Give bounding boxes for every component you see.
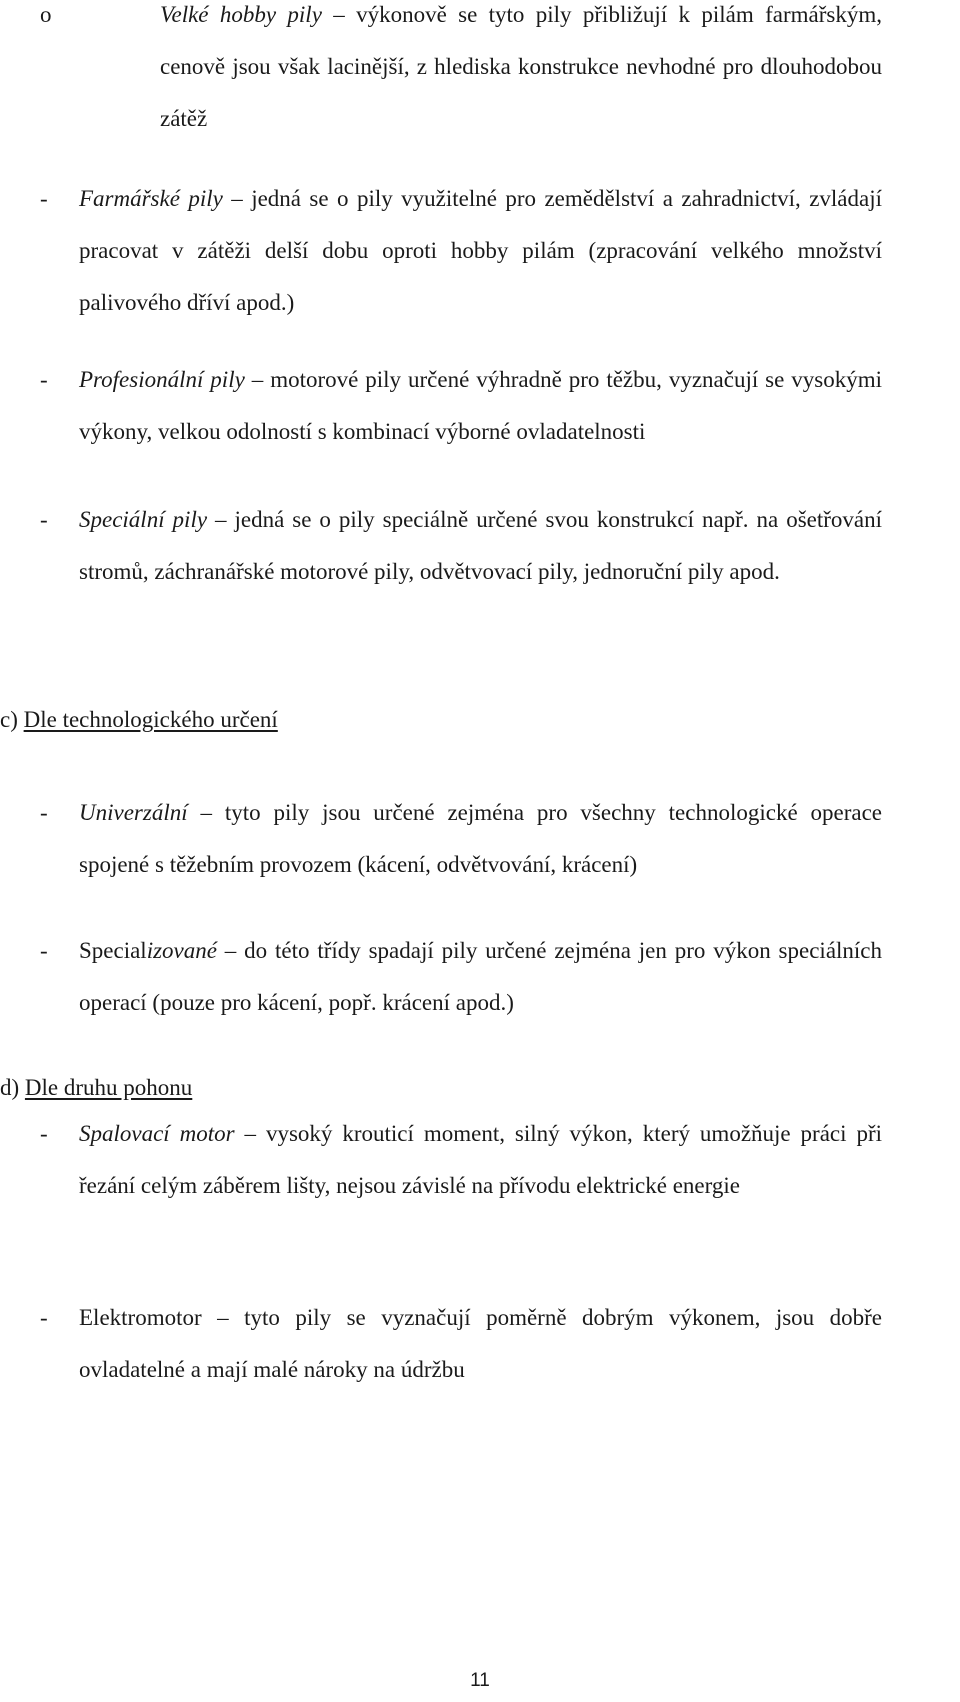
item-dash: – — [244, 367, 271, 392]
section-heading-c — [0, 694, 278, 746]
item-term: Univerzální — [79, 800, 188, 825]
item-term: Spalovací motor — [79, 1121, 235, 1146]
item-text: do této třídy spadají pily určené zejména jen pro výkon speciálních operací (pouze pro kácení, popř. krácení apod.) — [79, 938, 883, 1015]
item-term: izované — [146, 938, 217, 963]
item-term: Speciální pily — [79, 507, 208, 532]
item-text: jedná se o pily speciálně určené svou konstrukcí např. na ošetřování stromů, záchranářské motorové pily, odvětvovací pily, jednoruční pily apod. — [79, 507, 883, 584]
list-marker: - — [40, 1121, 48, 1146]
list-item-velke-hobby-pily — [160, 0, 882, 145]
list-marker: - — [40, 938, 48, 963]
list-item-specializovane — [79, 925, 882, 1029]
section-label: c) — [0, 707, 18, 732]
list-marker: o — [40, 2, 52, 27]
item-text: tyto pily se vyznačují poměrně dobrým výkonem, jsou dobře ovladatelné a mají malé nároky na údržbu — [79, 1305, 883, 1382]
item-dash: – — [187, 800, 225, 825]
item-term-plain: Special — [79, 938, 147, 963]
item-dash: – — [207, 507, 235, 532]
item-text: výkonově se tyto pily přibližují k pilám farmářským, cenově jsou však lacinější, z hlediska konstrukce nevhodné pro dlouhodobou zátěž — [160, 2, 882, 131]
list-item-farmarske-pily — [79, 173, 882, 329]
item-term: Profesionální pily — [79, 367, 245, 392]
list-marker: - — [40, 186, 48, 211]
item-text: motorové pily určené výhradně pro těžbu, vyznačují se vysokými výkony, velkou odolností s kombinací výborné ovladatelnosti — [79, 367, 883, 444]
list-item-elektromotor — [79, 1292, 882, 1396]
list-item-profesionalni-pily — [79, 354, 882, 458]
item-dash: – — [201, 1305, 245, 1330]
list-marker: - — [40, 507, 48, 532]
list-marker: - — [40, 367, 48, 392]
item-term: Velké hobby pily — [160, 2, 322, 27]
list-marker: - — [40, 1305, 48, 1330]
item-term: Elektromotor — [79, 1305, 202, 1330]
item-dash: – — [222, 186, 252, 211]
list-item-specialni-pily — [79, 494, 882, 598]
item-dash: – — [321, 2, 357, 27]
section-label: d) — [0, 1075, 20, 1100]
list-marker: - — [40, 800, 48, 825]
item-text: tyto pily jsou určené zejména pro všechny technologické operace spojené s těžebním provozem (kácení, odvětvování, krácení) — [79, 800, 883, 877]
item-dash: – — [234, 1121, 266, 1146]
item-text: jedná se o pily využitelné pro zemědělství a zahradnictví, zvládají pracovat v zátěži delší dobu oproti hobby pilám (zpracování velkého množství palivového dříví apod.) — [79, 186, 882, 315]
item-dash: – — [216, 938, 245, 963]
section-heading-d — [0, 1062, 192, 1114]
page-number: 11 — [470, 1670, 490, 1691]
list-item-univerzalni — [79, 787, 882, 891]
section-title: Dle druhu pohonu — [24, 1075, 193, 1100]
list-item-spalovaci-motor — [79, 1108, 882, 1212]
section-title: Dle technologického určení — [23, 707, 278, 732]
item-text: vysoký krouticí moment, silný výkon, který umožňuje práci při řezání celým záběrem lišty, nejsou závislé na přívodu elektrické energie — [79, 1121, 883, 1198]
item-term: Farmářské pily — [79, 186, 223, 211]
